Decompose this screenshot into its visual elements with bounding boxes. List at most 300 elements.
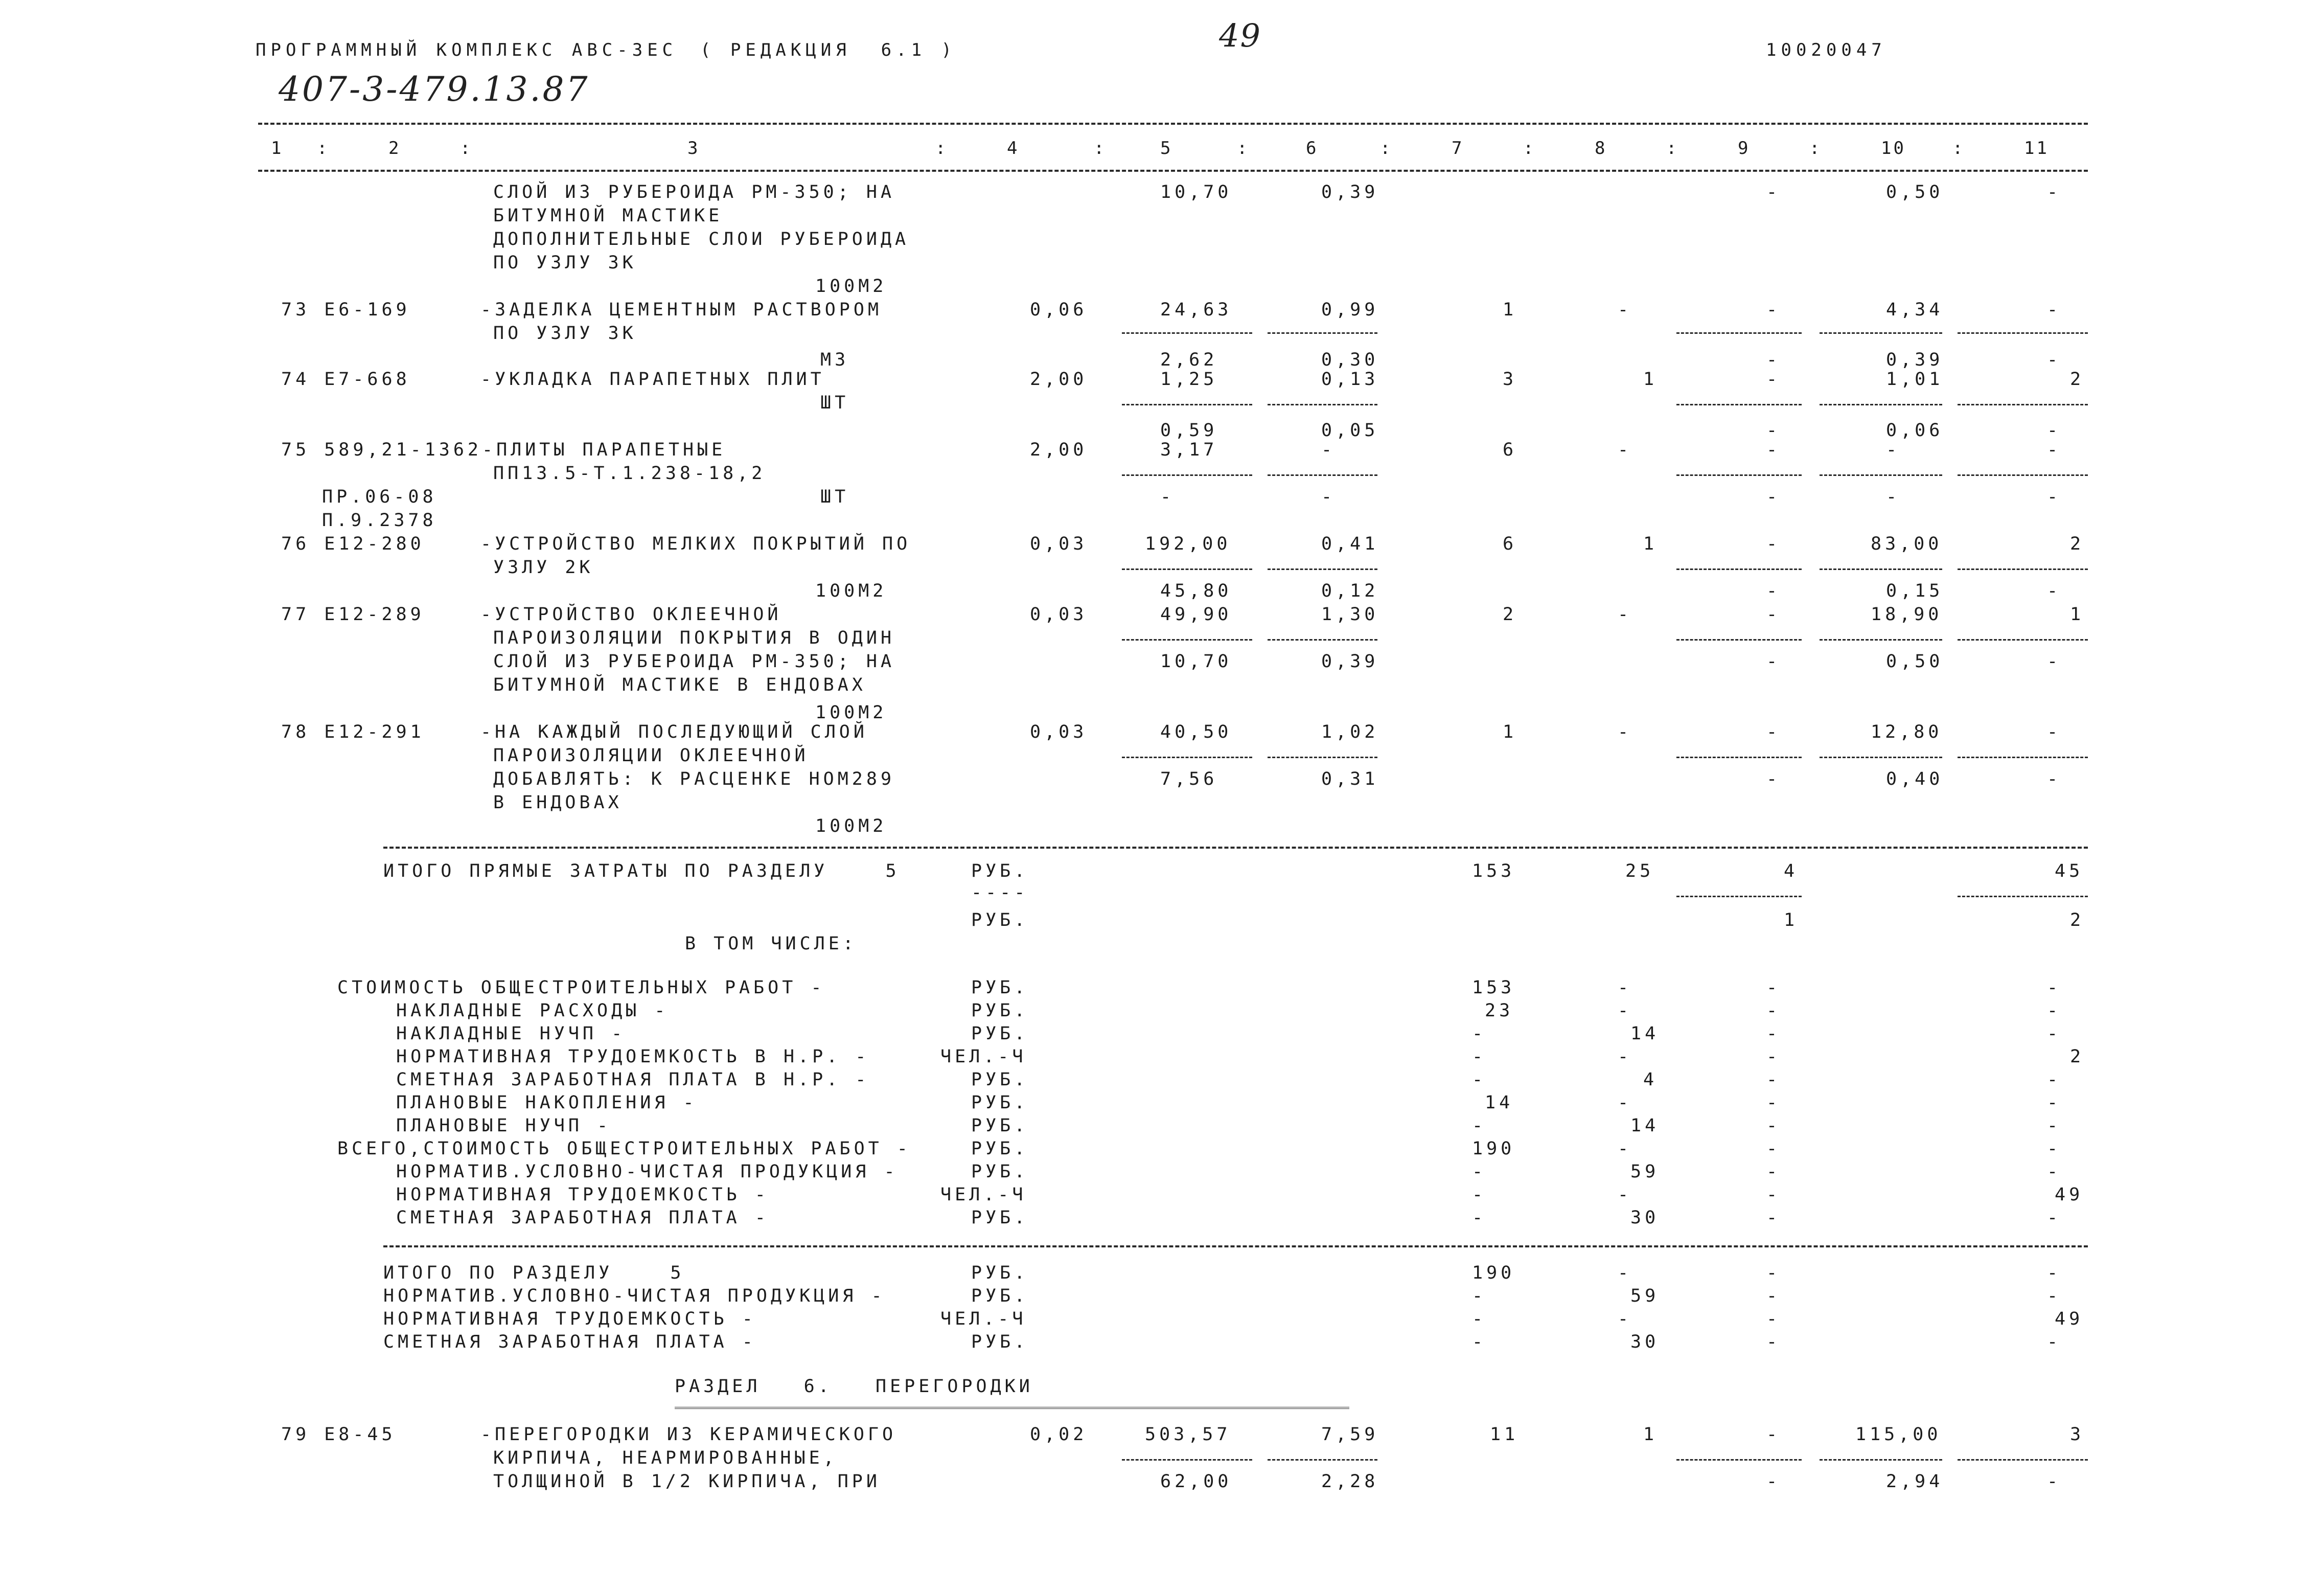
sub-rule bbox=[1676, 639, 1802, 641]
sub-rule bbox=[1676, 404, 1802, 405]
sub-rule bbox=[1820, 568, 1942, 570]
table-text: ИТОГО ПРЯМЫЕ ЗАТРАТЫ ПО РАЗДЕЛУ 5 bbox=[383, 861, 900, 881]
table-text: 76 Е12-280 bbox=[281, 534, 425, 554]
table-text: - bbox=[1766, 534, 1781, 554]
table-text: РУБ. bbox=[971, 977, 1029, 998]
table-top-rule bbox=[258, 123, 2088, 125]
table-text: 1 bbox=[1643, 369, 1658, 390]
table-text: 78 Е12-291 bbox=[281, 722, 425, 742]
table-text: 100М2 bbox=[815, 581, 887, 601]
table-text: 2,94 bbox=[1886, 1471, 1944, 1492]
table-text: 74 Е7-668 bbox=[281, 369, 410, 390]
table-text: 0,31 bbox=[1321, 769, 1379, 789]
table-text: НАКЛАДНЫЕ РАСХОДЫ - bbox=[396, 1000, 669, 1021]
table-text: 3,17 bbox=[1160, 440, 1218, 460]
table-text: 0,03 bbox=[1030, 604, 1088, 625]
table-text: 4,34 bbox=[1886, 300, 1944, 320]
table-text: 30 bbox=[1630, 1208, 1660, 1228]
sub-rule bbox=[1820, 757, 1942, 758]
sub-rule bbox=[1958, 568, 2088, 570]
table-text: СМЕТНАЯ ЗАРАБОТНАЯ ПЛАТА В Н.Р. - bbox=[396, 1070, 870, 1090]
sub-rule bbox=[1268, 757, 1377, 758]
table-text: 3 bbox=[1503, 369, 1517, 390]
sub-rule bbox=[1958, 332, 2088, 334]
table-text: - bbox=[1766, 1046, 1781, 1067]
table-text: - bbox=[1766, 1309, 1781, 1329]
table-text: 11 bbox=[1490, 1424, 1519, 1445]
table-text: 1,01 bbox=[1886, 369, 1944, 390]
table-text: -НА КАЖДЫЙ ПОСЛЕДУЮЩИЙ СЛОЙ bbox=[480, 722, 868, 742]
table-text: - bbox=[1160, 487, 1175, 507]
sub-rule bbox=[1268, 404, 1377, 405]
table-text: - bbox=[1766, 1116, 1781, 1136]
table-text: РУБ. bbox=[971, 1286, 1029, 1306]
table-text: 6 bbox=[1503, 534, 1517, 554]
table-text: - bbox=[2047, 440, 2062, 460]
column-separator: : bbox=[1666, 138, 1679, 158]
table-text: - bbox=[1472, 1162, 1487, 1182]
table-text: ПАРОИЗОЛЯЦИИ ПОКРЫТИЯ В ОДИН bbox=[493, 628, 895, 648]
table-text: - bbox=[1618, 440, 1632, 460]
table-text: 0,02 bbox=[1030, 1424, 1088, 1445]
table-text: СМЕТНАЯ ЗАРАБОТНАЯ ПЛАТА - bbox=[396, 1208, 769, 1228]
table-text: - bbox=[1766, 440, 1781, 460]
table-text: ИТОГО ПО РАЗДЕЛУ 5 bbox=[383, 1263, 685, 1283]
table-text: ЧЕЛ.-Ч bbox=[940, 1046, 1027, 1067]
table-text: - bbox=[1766, 1424, 1781, 1445]
table-text: - bbox=[2047, 651, 2062, 672]
table-text: - bbox=[1618, 1139, 1632, 1159]
table-text: 59 bbox=[1630, 1286, 1660, 1306]
table-text: 0,99 bbox=[1321, 300, 1379, 320]
table-text: 503,57 bbox=[1145, 1424, 1231, 1445]
sub-rule bbox=[1676, 332, 1802, 334]
table-text: - bbox=[1766, 1139, 1781, 1159]
column-separator: : bbox=[935, 138, 948, 158]
table-text: 18,90 bbox=[1871, 604, 1943, 625]
table-text: КИРПИЧА, НЕАРМИРОВАННЫЕ, bbox=[493, 1448, 838, 1468]
table-text: - bbox=[1766, 651, 1781, 672]
sub-rule bbox=[1820, 1459, 1942, 1461]
table-text: СЛОЙ ИЗ РУБЕРОИДА РМ-350; НА bbox=[493, 182, 895, 202]
table-text: 192,00 bbox=[1145, 534, 1231, 554]
table-text: 190 bbox=[1472, 1263, 1515, 1283]
table-text: - bbox=[1766, 1208, 1781, 1228]
table-text: - bbox=[1766, 1286, 1781, 1306]
column-header-8: 8 bbox=[1595, 138, 1607, 158]
table-text: - bbox=[1321, 440, 1336, 460]
table-text: 75 589,21-1362-ПЛИТЫ ПАРАПЕТНЫЕ bbox=[281, 440, 726, 460]
handwritten-project-code: 407-3-479.13.87 bbox=[279, 70, 590, 109]
table-text: - bbox=[2047, 1139, 2062, 1159]
table-text: РАЗДЕЛ 6. ПЕРЕГОРОДКИ bbox=[675, 1376, 1033, 1397]
column-header-6: 6 bbox=[1306, 138, 1319, 158]
table-text: 49,90 bbox=[1160, 604, 1232, 625]
table-text: -ПЕРЕГОРОДКИ ИЗ КЕРАМИЧЕСКОГО bbox=[480, 1424, 897, 1445]
table-text: СТОИМОСТЬ ОБЩЕСТРОИТЕЛЬНЫХ РАБОТ - bbox=[337, 977, 825, 998]
table-text: ВСЕГО,СТОИМОСТЬ ОБЩЕСТРОИТЕЛЬНЫХ РАБОТ - bbox=[337, 1139, 911, 1159]
table-text: 2 bbox=[2070, 369, 2085, 390]
table-text: 14 bbox=[1485, 1093, 1514, 1113]
table-text: 10,70 bbox=[1160, 182, 1232, 202]
table-text: В ТОМ ЧИСЛЕ: bbox=[685, 934, 857, 954]
edition-label: ( РЕДАКЦИЯ 6.1 ) bbox=[700, 40, 956, 60]
sub-rule bbox=[1958, 896, 2088, 897]
table-text: ПО УЗЛУ 3К bbox=[493, 253, 637, 273]
table-text: 1,02 bbox=[1321, 722, 1379, 742]
table-text: - bbox=[1472, 1023, 1487, 1044]
table-text: СЛОЙ ИЗ РУБЕРОИДА РМ-350; НА bbox=[493, 651, 895, 672]
table-text: - bbox=[1766, 1093, 1781, 1113]
table-text: - bbox=[1766, 604, 1781, 625]
table-text: 0,39 bbox=[1321, 651, 1379, 672]
table-text: 2,62 bbox=[1160, 350, 1218, 370]
table-text: НОРМАТИВНАЯ ТРУДОЕМКОСТЬ В Н.Р. - bbox=[396, 1046, 870, 1067]
table-text: 0,13 bbox=[1321, 369, 1379, 390]
table-text: - bbox=[1472, 1070, 1487, 1090]
table-text: 79 Е8-45 bbox=[281, 1424, 396, 1445]
table-text: - bbox=[2047, 1208, 2062, 1228]
table-text: 1 bbox=[2070, 604, 2085, 625]
table-text: - bbox=[2047, 1023, 2062, 1044]
program-title: ПРОГРАММНЫЙ КОМПЛЕКС АВС-3ЕС bbox=[256, 40, 678, 60]
table-text: - bbox=[1766, 1332, 1781, 1352]
sub-rule bbox=[1122, 404, 1252, 405]
table-text: 2,28 bbox=[1321, 1471, 1379, 1492]
table-text: 0,03 bbox=[1030, 722, 1088, 742]
table-text: 73 Е6-169 bbox=[281, 300, 410, 320]
table-text: 0,06 bbox=[1030, 300, 1088, 320]
table-text: - bbox=[1766, 300, 1781, 320]
table-text: ПЛАНОВЫЕ НУЧП - bbox=[396, 1116, 612, 1136]
sub-rule bbox=[1122, 568, 1252, 570]
table-text: 100М2 bbox=[815, 702, 887, 723]
table-text: - bbox=[2047, 1286, 2062, 1306]
table-text: 1 bbox=[1643, 534, 1658, 554]
table-text: - bbox=[1766, 350, 1781, 370]
table-text: - bbox=[1472, 1116, 1487, 1136]
table-text: 4 bbox=[1643, 1070, 1658, 1090]
table-text: 2 bbox=[2070, 1046, 2085, 1067]
table-text: РУБ. bbox=[971, 910, 1029, 930]
table-text: В ЕНДОВАХ bbox=[493, 792, 623, 813]
table-text: - bbox=[1618, 300, 1632, 320]
table-text: РУБ. bbox=[971, 1093, 1029, 1113]
table-text: - bbox=[2047, 977, 2062, 998]
column-separator: : bbox=[1523, 138, 1536, 158]
table-text: - bbox=[1472, 1046, 1487, 1067]
sub-rule bbox=[1958, 757, 2088, 758]
page-number: 49 bbox=[1219, 17, 1261, 54]
column-separator: : bbox=[1237, 138, 1250, 158]
table-text: - bbox=[2047, 1162, 2062, 1182]
table-text: - bbox=[2047, 581, 2062, 601]
table-text: 2 bbox=[2070, 910, 2085, 930]
sub-rule bbox=[1268, 568, 1377, 570]
table-text: - bbox=[1766, 1162, 1781, 1182]
sub-rule bbox=[1122, 1459, 1252, 1461]
sub-rule bbox=[1958, 404, 2088, 405]
column-header-4: 4 bbox=[1007, 138, 1020, 158]
table-text: - bbox=[1766, 722, 1781, 742]
table-text: УЗЛУ 2К bbox=[493, 557, 594, 578]
table-text: НОРМАТИВ.УСЛОВНО-ЧИСТАЯ ПРОДУКЦИЯ - bbox=[396, 1162, 899, 1182]
table-text: ЧЕЛ.-Ч bbox=[940, 1185, 1027, 1205]
table-text: 14 bbox=[1630, 1116, 1660, 1136]
sub-rule bbox=[1268, 1459, 1377, 1461]
column-separator: : bbox=[1809, 138, 1822, 158]
table-text: - bbox=[1618, 1000, 1632, 1021]
table-text: СМЕТНАЯ ЗАРАБОТНАЯ ПЛАТА - bbox=[383, 1332, 756, 1352]
table-text: -УСТРОЙСТВО ОКЛЕЕЧНОЙ bbox=[480, 604, 782, 625]
column-header-10: 10 bbox=[1881, 138, 1906, 158]
table-text: - bbox=[2047, 1332, 2062, 1352]
table-text: - bbox=[2047, 1471, 2062, 1492]
sub-rule bbox=[1676, 568, 1802, 570]
table-text: - bbox=[1766, 977, 1781, 998]
table-text: НОРМАТИВ.УСЛОВНО-ЧИСТАЯ ПРОДУКЦИЯ - bbox=[383, 1286, 886, 1306]
sub-rule bbox=[1676, 896, 1802, 897]
table-text: - bbox=[2047, 300, 2062, 320]
table-text: 153 bbox=[1472, 861, 1515, 881]
table-text: П.9.2378 bbox=[322, 510, 437, 531]
sub-rule bbox=[1958, 474, 2088, 476]
table-text: РУБ. bbox=[971, 1208, 1029, 1228]
table-text: ДОБАВЛЯТЬ: К РАСЦЕНКЕ НОМ289 bbox=[493, 769, 895, 789]
sub-rule bbox=[1268, 332, 1377, 334]
table-text: 2 bbox=[2070, 534, 2085, 554]
table-text: ПАРОИЗОЛЯЦИИ ОКЛЕЕЧНОЙ bbox=[493, 745, 809, 766]
table-text: - bbox=[1618, 1309, 1632, 1329]
table-text: 77 Е12-289 bbox=[281, 604, 425, 625]
table-text: - bbox=[1472, 1208, 1487, 1228]
table-text: 0,06 bbox=[1886, 420, 1944, 441]
column-separator: : bbox=[1094, 138, 1107, 158]
table-text: - bbox=[1618, 1263, 1632, 1283]
table-text: НОРМАТИВНАЯ ТРУДОЕМКОСТЬ - bbox=[396, 1185, 769, 1205]
table-text: - bbox=[1618, 1046, 1632, 1067]
table-text: - bbox=[2047, 487, 2062, 507]
sub-rule bbox=[1676, 757, 1802, 758]
sub-rule bbox=[1268, 474, 1377, 476]
table-text: 1,25 bbox=[1160, 369, 1218, 390]
sub-rule bbox=[1268, 639, 1377, 641]
sub-rule bbox=[1958, 639, 2088, 641]
table-text: -УСТРОЙСТВО МЕЛКИХ ПОКРЫТИЙ ПО bbox=[480, 534, 911, 554]
table-text: БИТУМНОЙ МАСТИКЕ В ЕНДОВАХ bbox=[493, 675, 866, 695]
table-text: 0,59 bbox=[1160, 420, 1218, 441]
sub-rule bbox=[1122, 757, 1252, 758]
table-text: ---- bbox=[971, 882, 1029, 903]
table-text: - bbox=[2047, 769, 2062, 789]
table-text: НОРМАТИВНАЯ ТРУДОЕМКОСТЬ - bbox=[383, 1309, 756, 1329]
summary-rule bbox=[383, 1245, 2088, 1247]
column-header-7: 7 bbox=[1452, 138, 1464, 158]
sub-rule bbox=[1820, 404, 1942, 405]
table-text: 0,39 bbox=[1321, 182, 1379, 202]
table-text: 6 bbox=[1503, 440, 1517, 460]
table-text: - bbox=[1766, 1185, 1781, 1205]
column-separator: : bbox=[460, 138, 473, 158]
table-text: 1 bbox=[1503, 300, 1517, 320]
table-text: РУБ. bbox=[971, 1000, 1029, 1021]
table-text: 49 bbox=[2055, 1309, 2084, 1329]
table-text: -ЗАДЕЛКА ЦЕМЕНТНЫМ РАСТВОРОМ bbox=[480, 300, 883, 320]
table-text: 1 bbox=[1784, 910, 1799, 930]
table-text: НАКЛАДНЫЕ НУЧП - bbox=[396, 1023, 626, 1044]
table-text: 40,50 bbox=[1160, 722, 1232, 742]
sub-rule bbox=[1676, 1459, 1802, 1461]
table-text: РУБ. bbox=[971, 861, 1029, 881]
table-text: 7,59 bbox=[1321, 1424, 1379, 1445]
table-text: 190 bbox=[1472, 1139, 1515, 1159]
table-text: ДОПОЛНИТЕЛЬНЫЕ СЛОИ РУБЕРОИДА bbox=[493, 229, 910, 249]
table-text: - bbox=[2047, 1000, 2062, 1021]
table-text: - bbox=[1766, 1263, 1781, 1283]
table-text: - bbox=[1766, 581, 1781, 601]
table-text: 1 bbox=[1643, 1424, 1658, 1445]
table-text: - bbox=[1766, 487, 1781, 507]
table-text: 0,03 bbox=[1030, 534, 1088, 554]
table-text: РУБ. bbox=[971, 1023, 1029, 1044]
table-text: ПЛАНОВЫЕ НАКОПЛЕНИЯ - bbox=[396, 1093, 698, 1113]
table-text: 100М2 bbox=[815, 276, 887, 297]
table-text: М3 bbox=[820, 350, 849, 370]
table-text: 0,05 bbox=[1321, 420, 1379, 441]
sub-rule bbox=[1122, 474, 1252, 476]
table-text: - bbox=[1321, 487, 1336, 507]
table-text: 115,00 bbox=[1855, 1424, 1942, 1445]
table-text: 1,30 bbox=[1321, 604, 1379, 625]
table-text: -УКЛАДКА ПАРАПЕТНЫХ ПЛИТ bbox=[480, 369, 825, 390]
table-text: 30 bbox=[1630, 1332, 1660, 1352]
table-text: 49 bbox=[2055, 1185, 2084, 1205]
table-text: 10,70 bbox=[1160, 651, 1232, 672]
table-text: 24,63 bbox=[1160, 300, 1232, 320]
table-text: РУБ. bbox=[971, 1116, 1029, 1136]
section-total-rule bbox=[383, 847, 2088, 849]
table-text: - bbox=[1766, 769, 1781, 789]
column-header-11: 11 bbox=[2024, 138, 2049, 158]
column-header-9: 9 bbox=[1738, 138, 1751, 158]
column-header-2: 2 bbox=[388, 138, 401, 158]
table-text: - bbox=[1886, 440, 1901, 460]
table-text: - bbox=[1766, 420, 1781, 441]
table-text: - bbox=[2047, 1116, 2062, 1136]
header-bottom-rule bbox=[258, 170, 2088, 172]
table-text: 4 bbox=[1784, 861, 1799, 881]
table-text: ТОЛЩИНОЙ В 1/2 КИРПИЧА, ПРИ bbox=[493, 1471, 881, 1492]
table-text: 0,12 bbox=[1321, 581, 1379, 601]
table-text: 0,40 bbox=[1886, 769, 1944, 789]
table-text: - bbox=[1766, 1023, 1781, 1044]
document-code: 10020047 bbox=[1766, 40, 1886, 60]
table-text: 2,00 bbox=[1030, 369, 1088, 390]
table-text: РУБ. bbox=[971, 1162, 1029, 1182]
table-text: - bbox=[2047, 1263, 2062, 1283]
table-text: 45 bbox=[2055, 861, 2084, 881]
table-text: ПР.06-08 bbox=[322, 487, 437, 507]
table-text: 83,00 bbox=[1871, 534, 1943, 554]
table-text: РУБ. bbox=[971, 1070, 1029, 1090]
table-text: 0,50 bbox=[1886, 182, 1944, 202]
table-text: РУБ. bbox=[971, 1139, 1029, 1159]
table-text: - bbox=[1766, 369, 1781, 390]
table-text: - bbox=[1618, 604, 1632, 625]
table-text: ПО УЗЛУ 3К bbox=[493, 323, 637, 344]
table-text: РУБ. bbox=[971, 1263, 1029, 1283]
table-text: - bbox=[1766, 1070, 1781, 1090]
table-text: ЧЕЛ.-Ч bbox=[940, 1309, 1027, 1329]
table-text: 0,41 bbox=[1321, 534, 1379, 554]
table-text: 0,15 bbox=[1886, 581, 1944, 601]
table-text: 0,30 bbox=[1321, 350, 1379, 370]
table-text: 2 bbox=[1503, 604, 1517, 625]
sub-rule bbox=[1820, 332, 1942, 334]
table-text: БИТУМНОЙ МАСТИКЕ bbox=[493, 206, 723, 226]
table-text: - bbox=[1472, 1286, 1487, 1306]
sub-rule bbox=[1676, 474, 1802, 476]
column-separator: : bbox=[317, 138, 330, 158]
table-text: ШТ bbox=[820, 487, 849, 507]
table-text: ШТ bbox=[820, 393, 849, 413]
table-text: - bbox=[1618, 1185, 1632, 1205]
table-text: - bbox=[2047, 722, 2062, 742]
table-text: - bbox=[2047, 350, 2062, 370]
table-text: - bbox=[1886, 487, 1901, 507]
column-separator: : bbox=[1952, 138, 1965, 158]
table-text: - bbox=[2047, 1070, 2062, 1090]
table-text: - bbox=[1618, 1093, 1632, 1113]
table-text: - bbox=[2047, 182, 2062, 202]
column-header-5: 5 bbox=[1160, 138, 1173, 158]
sub-rule bbox=[1958, 1459, 2088, 1461]
table-text: 45,80 bbox=[1160, 581, 1232, 601]
column-header-3: 3 bbox=[687, 138, 700, 158]
table-text: 62,00 bbox=[1160, 1471, 1232, 1492]
section-title-underline bbox=[675, 1407, 1349, 1411]
table-text: 23 bbox=[1485, 1000, 1514, 1021]
table-text: - bbox=[2047, 1093, 2062, 1113]
table-text: 59 bbox=[1630, 1162, 1660, 1182]
table-text: 0,39 bbox=[1886, 350, 1944, 370]
sub-rule bbox=[1122, 639, 1252, 641]
table-text: - bbox=[1618, 722, 1632, 742]
table-text: 14 bbox=[1630, 1023, 1660, 1044]
sub-rule bbox=[1820, 474, 1942, 476]
table-text: 1 bbox=[1503, 722, 1517, 742]
table-text: ПП13.5-Т.1.238-18,2 bbox=[493, 463, 766, 484]
sub-rule bbox=[1820, 639, 1942, 641]
table-text: РУБ. bbox=[971, 1332, 1029, 1352]
sub-rule bbox=[1122, 332, 1252, 334]
table-text: - bbox=[1766, 1471, 1781, 1492]
table-text: 3 bbox=[2070, 1424, 2085, 1445]
table-text: - bbox=[1618, 977, 1632, 998]
table-text: - bbox=[1472, 1332, 1487, 1352]
table-text: - bbox=[1766, 1000, 1781, 1021]
table-text: 100М2 bbox=[815, 816, 887, 836]
table-text: 0,50 bbox=[1886, 651, 1944, 672]
table-text: 12,80 bbox=[1871, 722, 1943, 742]
table-text: 7,56 bbox=[1160, 769, 1218, 789]
table-text: - bbox=[1472, 1185, 1487, 1205]
table-text: - bbox=[2047, 420, 2062, 441]
table-text: 25 bbox=[1625, 861, 1654, 881]
table-text: - bbox=[1472, 1309, 1487, 1329]
table-text: 153 bbox=[1472, 977, 1515, 998]
column-separator: : bbox=[1380, 138, 1393, 158]
